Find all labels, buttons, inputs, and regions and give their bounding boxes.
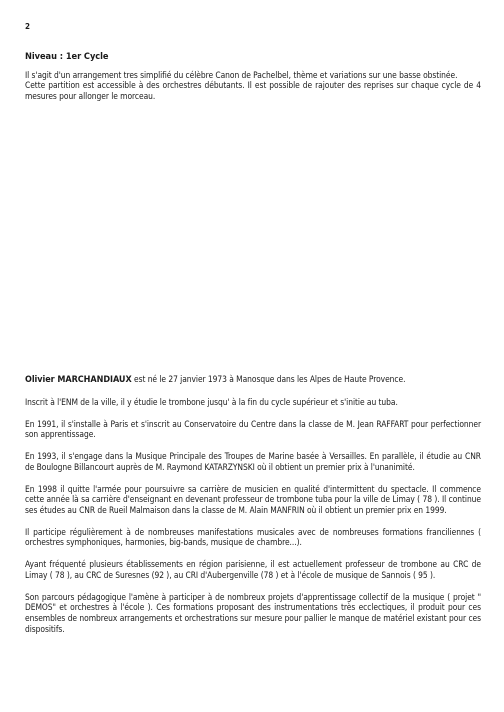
bio-paragraph: En 1991, il s'installe à Paris et s'inscrit au Conservatoire du Centre dans la classe de M. Jean RAFFART pour perfectionner son apprentissage.	[25, 418, 481, 440]
bio-paragraph: En 1998 il quitte l'armée pour poursuivre sa carrière de musicien en qualité d'intermittent du spectacle. Il commence cette année là sa carrière d'enseignant en devenant professeur de trombone tuba pour la ville de Limay ( 78 ). Il continue ses études au CNR de Rueil Malmaison dans la classe de M. Alain MANFRIN où il obtient un premier prix en 1999.	[25, 483, 481, 515]
niveau-section	[25, 52, 481, 101]
bio-paragraph: Inscrit à l'ENM de la ville, il y étudie le trombone jusqu' à la fin du cycle supérieur et s'initie au tuba.	[25, 396, 398, 407]
bio-paragraph: Ayant fréquenté plusieurs établissements en région parisienne, il est actuellement professeur de trombone au CRC de Limay ( 78 ), au CRC de Suresnes (92 ), au CRI d'Aubergenville (78 ) et à l'école de musique de Sannois ( 95 ).	[25, 559, 481, 580]
biography-section	[25, 374, 481, 645]
page-number: 2	[25, 22, 31, 31]
bio-paragraph: Son parcours pédagogique l'amène à participer à de nombreux projets d'apprentissage collectif de la musique ( projet " DEMOS" et orchestres à l'école ). Ces formations proposant des instrumentations très ecclectiques, il produit pour ces ensembles de nombreux arrangements et orchestrations sur mesure pour pallier le manque de matériel existant pour ces dispositifs.	[25, 591, 481, 634]
composer-name: Olivier MARCHANDIAUX	[25, 375, 132, 385]
bio-paragraph: Il participe régulièrement à de nombreuses manifestations musicales avec de nombreuses formations franciliennes ( orchestres symphoniques, harmonies, big-bands, musique de chambre...).	[25, 526, 481, 548]
bio-intro-text: est né le 27 janvier 1973 à Manosque dans les Alpes de Haute Provence.	[131, 374, 406, 384]
bio-intro	[25, 374, 481, 386]
niveau-paragraph-1: Il s'agit d'un arrangement tres simplifié du célèbre Canon de Pachelbel, thème et variations sur une basse obstinée.	[25, 69, 458, 80]
bio-paragraph: En 1993, il s'engage dans la Musique Principale des Troupes de Marine basée à Versailles. En parallèle, il étudie au CNR de Boulogne Billancourt auprès de M. Raymond KATARZYNSKI où il obtient un premier prix à l'unanimité.	[25, 451, 481, 472]
niveau-heading: Niveau : 1er Cycle	[25, 51, 109, 62]
niveau-paragraph-2: Cette partition est accessible à des orchestres débutants. Il est possible de rajouter des reprises sur chaque cycle de 4 mesures pour allonger le morceau.	[25, 80, 481, 101]
